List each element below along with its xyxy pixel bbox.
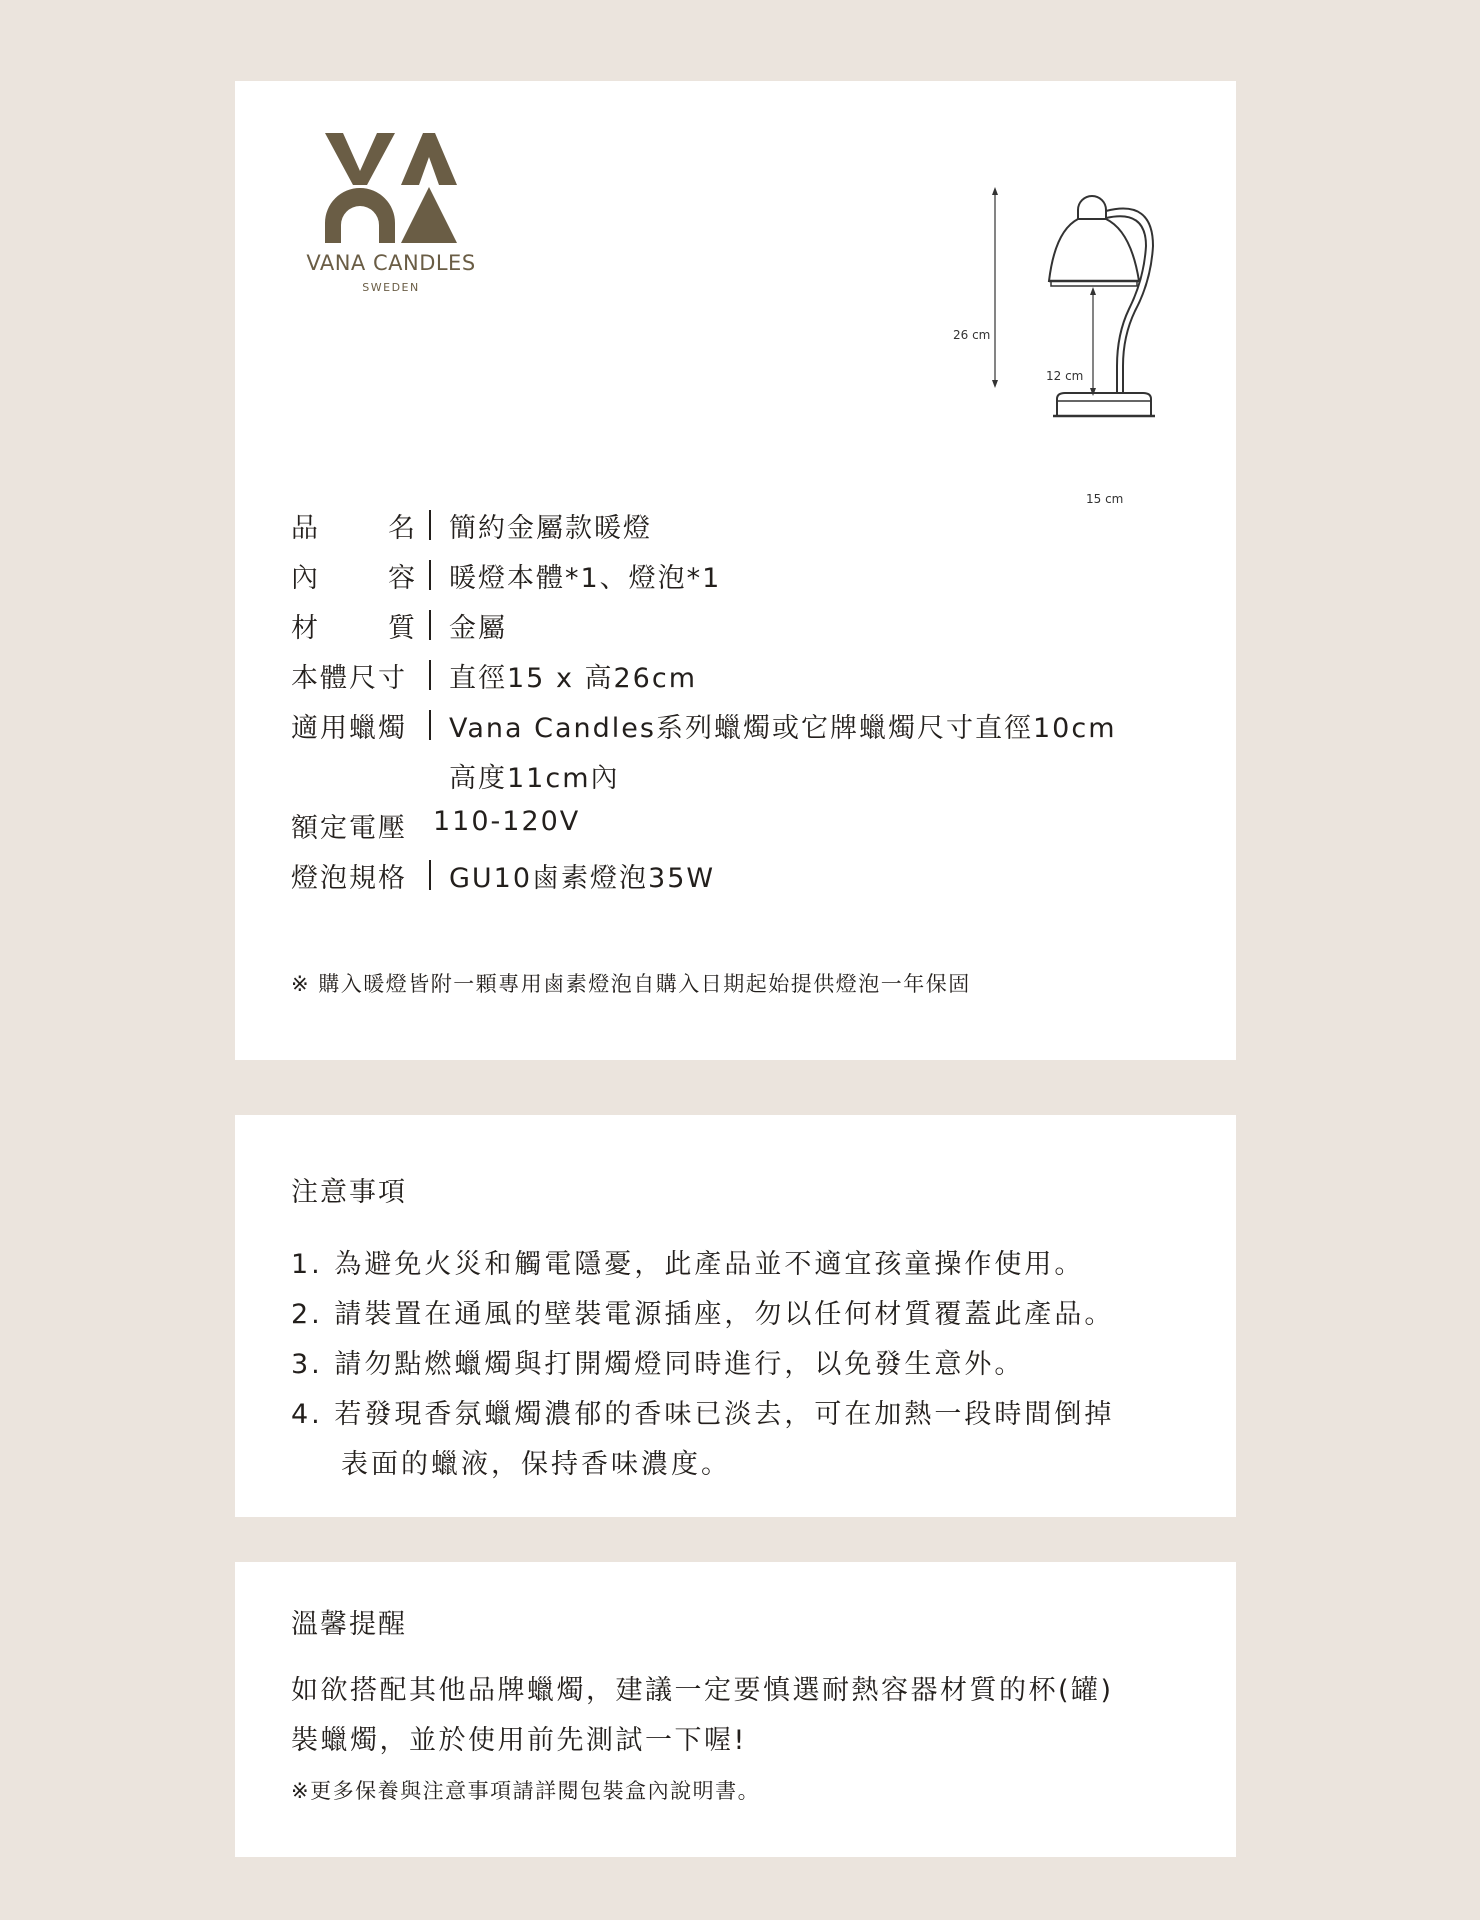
- notice-item-continuation: 表面的蠟液，保持香味濃度。: [341, 1449, 731, 1480]
- vana-logo-mark: [325, 133, 457, 243]
- spec-value-continuation: 高度11cm內: [449, 763, 620, 794]
- spec-label-char: 質: [388, 613, 417, 644]
- spec-label: 適用蠟燭: [291, 713, 407, 744]
- spec-value: 簡約金屬款暖燈: [449, 513, 652, 544]
- notice-card: [235, 1115, 1236, 1517]
- brand-name: VANA CANDLES: [306, 251, 476, 275]
- spec-value: GU10鹵素燈泡35W: [449, 863, 716, 894]
- reminder-card: [235, 1562, 1236, 1857]
- spec-label: [291, 506, 417, 545]
- spec-value: 暖燈本體*1、燈泡*1: [449, 563, 722, 594]
- notice-item: 1. 為避免火災和觸電隱憂，此產品並不適宜孩童操作使用。: [291, 1249, 1085, 1280]
- spec-value: Vana Candles系列蠟燭或它牌蠟燭尺寸直徑10cm: [449, 713, 1117, 744]
- reminder-note: ※更多保養與注意事項請詳閱包裝盒內說明書。: [291, 1779, 761, 1803]
- spec-value: 金屬: [449, 613, 507, 644]
- spec-value: 110-120V: [433, 806, 581, 837]
- dimension-width: 15 cm: [1086, 492, 1124, 506]
- reminder-title: 溫馨提醒: [291, 1609, 407, 1640]
- spec-label-char: 容: [388, 563, 417, 594]
- warranty-footnote: ※ 購入暖燈皆附一顆專用鹵素燈泡自購入日期起始提供燈泡一年保固: [291, 972, 971, 996]
- spec-separator: [429, 510, 431, 540]
- spec-label: 額定電壓: [291, 813, 407, 844]
- spec-label-char: 名: [388, 513, 417, 544]
- lamp-illustration: [885, 131, 1225, 431]
- notice-title: 注意事項: [291, 1177, 407, 1208]
- spec-separator: [429, 560, 431, 590]
- reminder-line: 裝蠟燭，並於使用前先測試一下喔!: [291, 1725, 747, 1756]
- notice-item: 2. 請裝置在通風的壁裝電源插座，勿以任何材質覆蓋此產品。: [291, 1299, 1115, 1330]
- brand-subtitle: SWEDEN: [362, 281, 420, 294]
- notice-item: 4. 若發現香氛蠟燭濃郁的香味已淡去，可在加熱一段時間倒掉: [291, 1399, 1115, 1430]
- dimension-total-height: 26 cm: [953, 328, 991, 342]
- lamp-diagram: [885, 131, 1225, 506]
- spec-separator: [429, 710, 431, 740]
- spec-label: [291, 556, 417, 595]
- dimension-bulb-height: 12 cm: [1046, 369, 1084, 383]
- spec-separator: [429, 860, 431, 890]
- spec-separator: [429, 660, 431, 690]
- spec-label: [291, 606, 417, 645]
- notice-item: 3. 請勿點燃蠟燭與打開燭燈同時進行，以免發生意外。: [291, 1349, 1025, 1380]
- spec-separator: [429, 610, 431, 640]
- spec-label-char: 內: [291, 563, 320, 594]
- spec-label-char: 材: [291, 613, 320, 644]
- spec-label-char: 品: [291, 513, 320, 544]
- spec-value: 直徑15 x 高26cm: [449, 663, 698, 694]
- spec-label: 本體尺寸: [291, 663, 407, 694]
- brand-logo: [291, 133, 491, 294]
- spec-label: 燈泡規格: [291, 863, 407, 894]
- spec-card: [235, 81, 1236, 1060]
- reminder-line: 如欲搭配其他品牌蠟燭，建議一定要慎選耐熱容器材質的杯(罐): [291, 1675, 1114, 1706]
